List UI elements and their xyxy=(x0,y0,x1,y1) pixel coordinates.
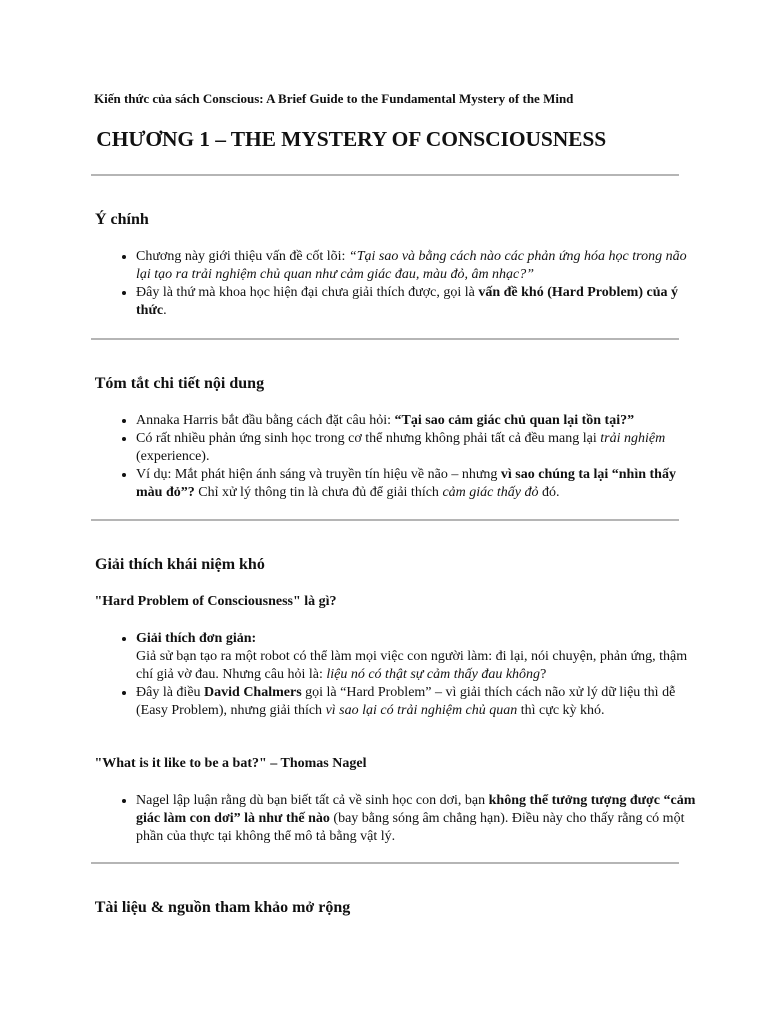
section-heading-main-idea xyxy=(91,211,149,229)
subheading-title: "Hard Problem of Consciousness" là gì? xyxy=(94,594,337,609)
italic-text: cảm giác thấy đỏ xyxy=(442,485,539,500)
italic-text: liệu nó có thật sự cảm thấy đau không xyxy=(326,667,541,682)
italic-text: vì sao lại có trải nghiệm chủ quan xyxy=(325,703,518,718)
text: Có rất nhiều phản ứng sinh học trong cơ thể nhưng không phải tất cả đều mang lại xyxy=(136,431,601,446)
hard-problem-list xyxy=(115,630,696,720)
subheading-bat xyxy=(91,756,366,772)
section-title: Tóm tắt chi tiết nội dung xyxy=(94,375,265,392)
bold-text: vì sao chúng ta lại “nhìn thấy màu đỏ”? xyxy=(136,467,676,500)
text: (experience). xyxy=(136,449,210,464)
text: thì cực kỳ khó. xyxy=(517,703,605,718)
chapter-heading xyxy=(91,127,606,152)
text: đó. xyxy=(538,485,560,500)
bold-text: Giải thích đơn giản: xyxy=(136,631,257,646)
divider xyxy=(91,338,679,340)
text: Ví dụ: Mắt phát hiện ánh sáng và truyền tín hiệu về não – nhưng xyxy=(136,467,501,482)
list-item xyxy=(136,684,696,720)
chapter-title: CHƯƠNG 1 – THE MYSTERY OF CONSCIOUSNESS xyxy=(96,127,607,151)
divider xyxy=(91,174,679,176)
bold-text: vấn đề khó (Hard Problem) của ý thức xyxy=(136,285,678,318)
section-title: Tài liệu & nguồn tham khảo mở rộng xyxy=(94,899,351,916)
summary-list xyxy=(115,412,696,502)
document-title: Kiến thức của sách Conscious: A Brief Guide to the Fundamental Mystery of the Mind xyxy=(94,91,574,106)
text: gọi là “Hard Problem” – vì giải thích cách não xử lý dữ liệu thì dễ (Easy Problem), nhưng giải thích xyxy=(136,685,676,718)
bold-text: “Tại sao cảm giác chủ quan lại tồn tại?” xyxy=(394,413,635,428)
subheading-hard-problem xyxy=(91,594,337,610)
text: Giả sử bạn tạo ra một robot có thể làm mọi việc con người làm: đi lại, nói chuyện, phản ứng, thậm chí giả vờ đau. Nhưng câu hỏi là: xyxy=(136,649,688,682)
section-heading-summary xyxy=(91,375,264,393)
list-item xyxy=(136,792,696,846)
text: Đây là thứ mà khoa học hiện đại chưa giải thích được, gọi là xyxy=(136,285,479,300)
text: Chương này giới thiệu vấn đề cốt lõi: xyxy=(136,249,349,264)
bold-text: không thể tưởng tượng được “cảm giác làm con dơi” là như thế nào xyxy=(136,793,696,826)
list-item xyxy=(136,466,696,502)
main-idea-list xyxy=(115,248,696,320)
italic-text: trải nghiệm xyxy=(600,431,666,446)
list-item xyxy=(136,248,696,284)
text: . xyxy=(163,303,167,318)
section-title: Ý chính xyxy=(95,211,149,228)
text: Nagel lập luận rằng dù bạn biết tất cả về sinh học con dơi, bạn xyxy=(136,793,489,808)
italic-text: “Tại sao và bằng cách nào các phản ứng hóa học trong não lại tạo ra trải nghiệm chủ quan như cảm giác đau, màu đỏ, âm nhạc?” xyxy=(136,249,687,282)
bold-text: David Chalmers xyxy=(204,685,302,700)
list-item xyxy=(136,630,696,684)
section-title: Giải thích khái niệm khó xyxy=(95,556,265,573)
section-heading-references xyxy=(91,899,350,917)
subheading-title: "What is it like to be a bat?" – Thomas Nagel xyxy=(94,756,367,771)
text: Đây là điều xyxy=(136,685,205,700)
text: Chỉ xử lý thông tin là chưa đủ để giải thích xyxy=(194,485,443,500)
bat-list xyxy=(115,792,696,846)
divider xyxy=(91,519,679,521)
text: (bay bằng sóng âm chẳng hạn). Điều này cho thấy rằng có một phần của thực tại không thể mô tả bằng vật lý. xyxy=(136,811,685,844)
text: Annaka Harris bắt đầu bằng cách đặt câu hỏi: xyxy=(136,413,395,428)
divider xyxy=(91,862,679,864)
list-item xyxy=(136,284,696,320)
section-heading-hard-concept xyxy=(91,556,265,574)
list-item xyxy=(136,430,696,466)
list-item xyxy=(136,412,696,430)
text: ? xyxy=(540,667,547,682)
